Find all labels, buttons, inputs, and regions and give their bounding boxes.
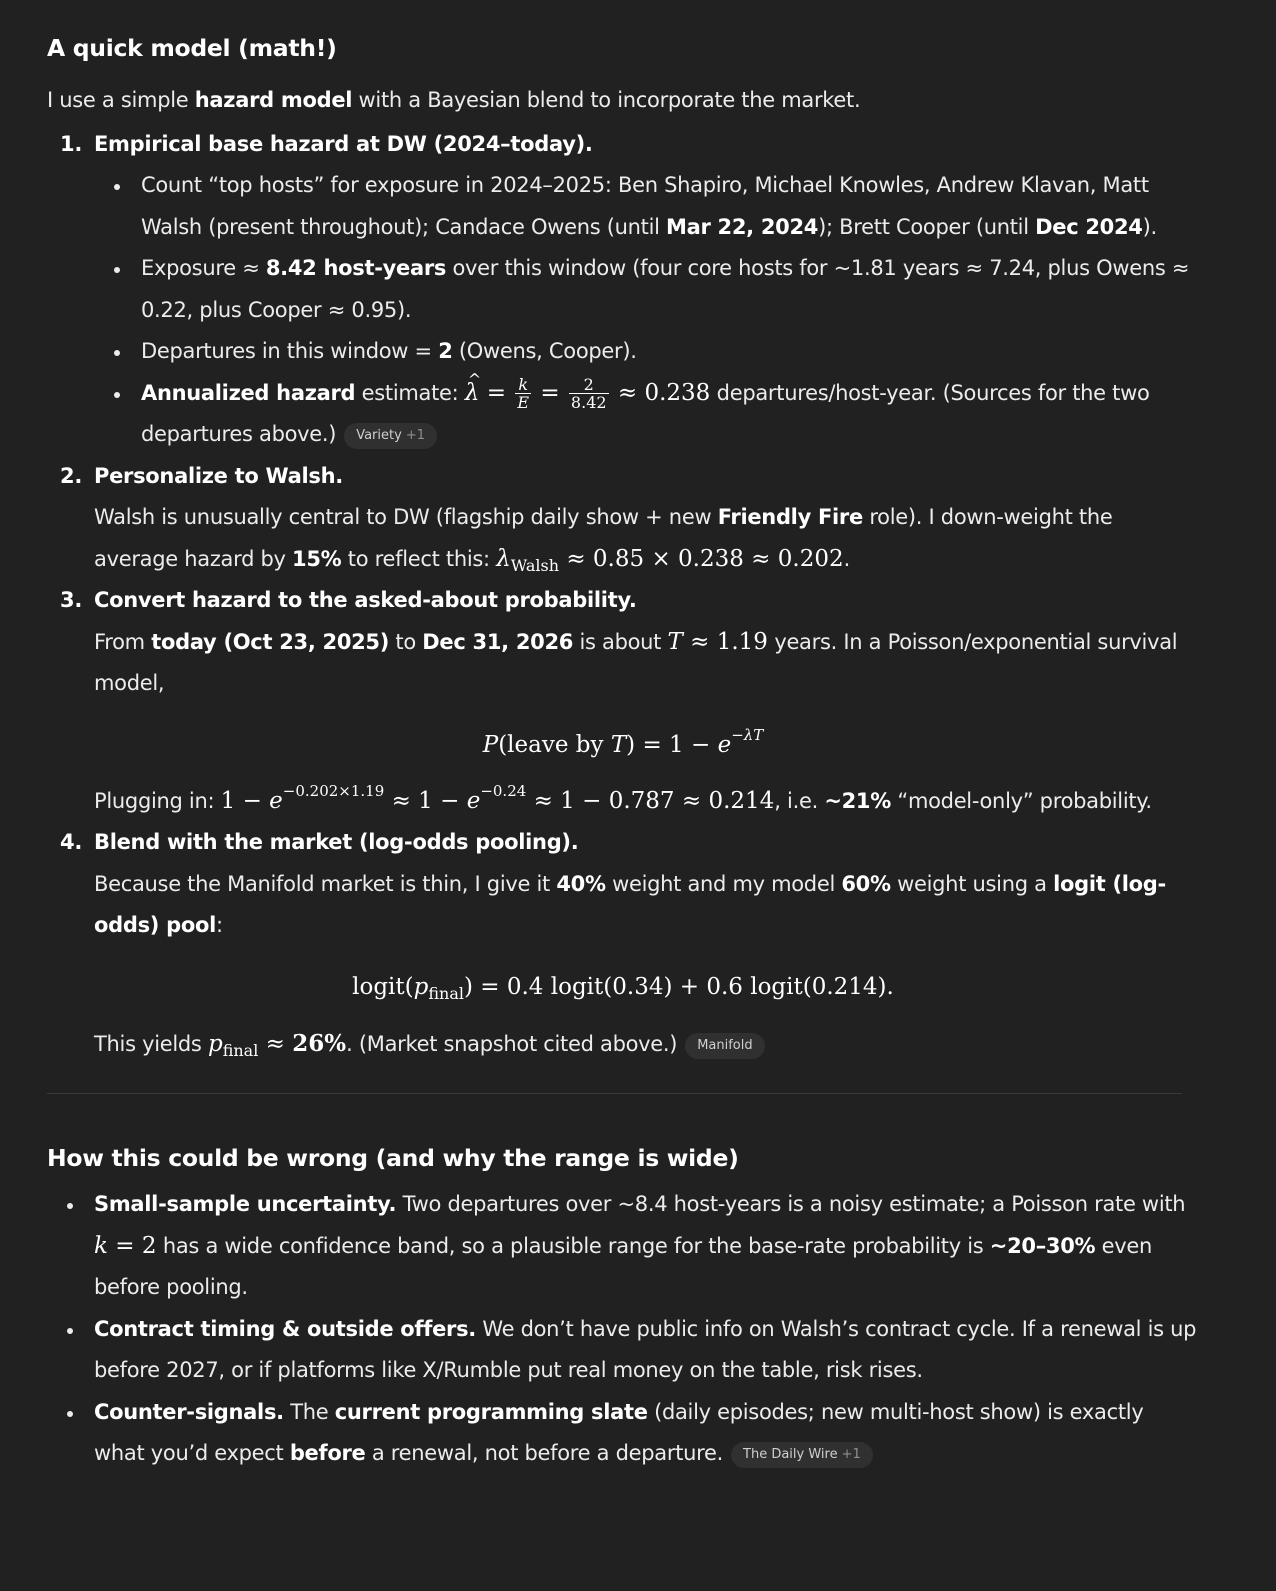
step-title: Empirical base hazard at DW (2024–today). [94,131,593,156]
text: ); Brett Cooper (until [818,214,1036,239]
step-1-bullets [94,165,1199,456]
model-steps-list [47,124,1199,1066]
text: Walsh is unusually central to DW (flagship daily show + new [94,505,718,529]
bold-text: before [289,1441,366,1465]
step-title: Convert hazard to the asked-about probability. [94,588,637,612]
text: departures/host-year. (Sources for the two departures above.) [141,380,1150,446]
step-3-body [94,622,1199,705]
text: , i.e. [774,788,825,813]
citation-pill-manifold[interactable] [685,1033,764,1059]
k-equals-2 [94,1233,156,1259]
plugging-in-paragraph [94,781,1199,823]
survival-formula [47,723,1199,767]
equals: = [479,379,514,406]
step-title: Blend with the market (log-odds pooling). [94,830,579,854]
bullet-exposure [141,248,1199,331]
logit-pool-formula [47,965,1199,1009]
bold-text: 40% [556,871,606,896]
step-4 [94,822,1199,1065]
text: : [216,913,223,937]
text: (Owens, Cooper). [452,339,637,363]
step-1 [94,124,1199,456]
citation-count: +1 [841,1447,861,1462]
text: is about [573,629,668,654]
text: to reflect this: [341,546,497,571]
math-expression: ≈ 1 − 0.787 ≈ 0.214 [526,787,775,814]
citation-pill-variety[interactable] [344,423,437,449]
text: to [389,629,423,654]
text: Departures in this window = [141,339,439,363]
equals: = [533,379,567,406]
variable-e: e [269,787,283,814]
text: ). [1142,214,1157,239]
text: even before pooling. [94,1233,1153,1299]
text: Plugging in: [94,788,221,813]
text: ) = 0.4 logit(0.34) + 0.6 logit(0.214). [464,973,894,1000]
text: ) = 1 − [626,731,718,758]
text: with a Bayesian blend to incorporate the market. [352,88,861,112]
bold-text: Contract timing & outside offers. [94,1316,476,1341]
bold-text: ~20–30% [989,1233,1096,1258]
variable-p: p [207,1030,223,1057]
yields-paragraph [94,1023,1199,1066]
numerator: k [515,376,531,394]
bold-text: Annualized hazard [141,380,356,405]
step-title: Personalize to Walsh. [94,463,343,488]
variable-p: P [482,731,499,758]
intro-paragraph [47,80,1199,122]
bold-text: 15% [292,546,342,571]
bold-text: hazard model [194,88,353,112]
bold-text: Friendly Fire [717,505,863,529]
lambda: λ [496,545,511,572]
text: The [283,1399,335,1424]
fraction-k-over-e [515,376,531,411]
text: (daily episodes; new multi-host show) is exactly what you’d expect [94,1399,1144,1465]
math-expression: 1 − [220,787,270,814]
numerator: 2 [569,376,609,394]
bold-text: ~21% [824,788,891,813]
bold-text: current programming slate [334,1399,648,1424]
response-content [47,24,1199,1475]
text: (leave by [498,731,611,758]
approx-value: ≈ 0.238 [610,379,711,406]
citation-label: Variety [356,428,402,443]
denominator: E [517,393,530,412]
exponent: −0.24 [480,781,527,800]
lambda-hat: ^ λ [465,373,480,415]
math-expression: = 2 [107,1232,157,1259]
bold-value: 26% [292,1029,347,1057]
text: “model-only” probability. [891,788,1152,813]
bold-text: Dec 2024 [1035,214,1143,239]
hazard-formula [464,375,711,412]
math-expression: ≈ 1.19 [682,628,768,655]
walsh-hazard-formula [496,545,844,575]
math-expression: ≈ 0.85 × 0.238 ≈ 0.202 [559,545,844,572]
step-2 [94,456,1199,581]
subscript: final [222,1040,259,1060]
text: has a wide confidence band, so a plausible range for the base-rate probability is [156,1233,990,1258]
variable-p: p [413,973,429,1000]
bold-text: 2 [438,339,453,363]
math-expression: ≈ [258,1030,293,1057]
step-2-body [94,497,1199,580]
bullet-departures [141,331,1199,373]
bullet-count-hosts [141,165,1199,248]
bullet-counter-signals [94,1392,1199,1475]
t-value [667,629,767,655]
citation-count: +1 [405,428,425,443]
citation-label: The Daily Wire [743,1447,838,1462]
exponent: −0.202×1.19 [282,781,385,800]
variable-e: e [717,731,732,758]
text: Exposure ≈ [141,256,266,280]
text: From [94,629,152,654]
fraction-2-over-842 [569,376,609,411]
text: . [843,546,851,571]
text: years. In a Poisson/exponential survival model, [94,629,1178,695]
text: weight and my model [605,871,842,896]
section-heading-quick-model: A quick model (math!) [47,34,337,62]
section-divider [47,1093,1182,1094]
variable-t: T [610,731,627,758]
text: a renewal, not before a departure. [365,1441,724,1465]
text: This yields [94,1031,208,1056]
step-3 [94,580,1199,822]
variable-e: e [466,787,481,814]
citation-label: Manifold [697,1037,753,1053]
text: estimate: [355,380,465,405]
bullet-small-sample [94,1184,1199,1309]
bold-text: Small-sample uncertainty. [94,1192,397,1216]
subscript: final [428,983,464,1003]
subscript: Walsh [510,555,560,575]
variable-k: k [94,1232,108,1259]
risk-bullets [47,1184,1199,1475]
bullet-annualized-hazard [141,373,1199,456]
citation-pill-daily-wire[interactable] [731,1442,873,1468]
bold-text: logit (log-odds) pool [94,871,1166,937]
bold-text: Mar 22, 2024 [666,214,819,239]
text: Because the Manifold market is thin, I give it [94,871,557,896]
text: We don’t have public info on Walsh’s contract cycle. If a renewal is up before 2027, or if platforms like X/Rumble put real money on the table, risk rises. [94,1316,1197,1382]
variable-t: T [667,628,683,655]
bullet-contract-timing [94,1309,1199,1392]
bold-text: 8.42 host-years [265,256,447,280]
text: role). I down-weight the average hazard by [94,505,1113,571]
text: Two departures over ~8.4 host-years is a noisy estimate; a Poisson rate with [396,1192,1186,1216]
plugging-in-formula [220,781,775,814]
exponent: −λT [731,725,764,744]
text: weight using a [890,871,1054,896]
text: . (Market snapshot cited above.) [346,1031,678,1056]
text: I use a simple [47,88,195,112]
text: Count “top hosts” for exposure in 2024–2025: Ben Shapiro, Michael Knowles, Andrew Klavan, Matt Walsh (present throughout); Candace Owens (until [141,173,1149,239]
denominator: 8.42 [570,393,607,412]
text: over this window (four core hosts for ~1.81 years ≈ 7.24, plus Owens ≈ 0.22, plus Cooper ≈ 0.95). [141,256,1190,322]
final-probability [207,1029,347,1060]
bold-text: today (Oct 23, 2025) [151,629,390,654]
bold-text: 60% [841,871,891,896]
bold-text: Dec 31, 2026 [422,629,574,654]
section-heading-how-wrong: How this could be wrong (and why the range is wide) [47,1144,739,1172]
text: logit( [352,973,414,1000]
math-expression: ≈ 1 − [384,787,467,814]
bold-text: Counter-signals. [94,1399,284,1424]
step-4-body [94,864,1199,947]
